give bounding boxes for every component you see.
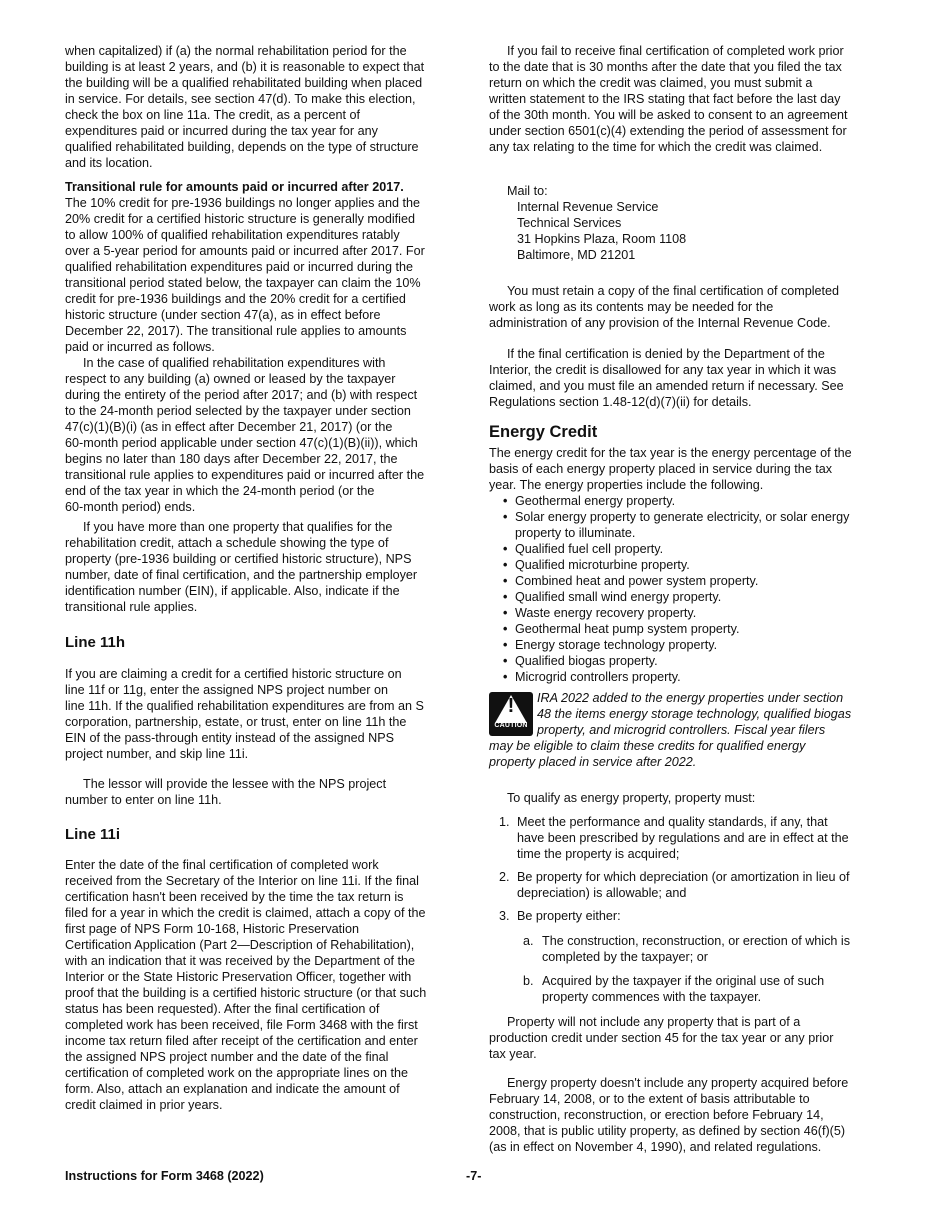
- text-line: If the final certification is denied by the Department of the: [507, 347, 825, 361]
- paragraph-production-credit: [489, 1014, 833, 1062]
- text-line: under section 6501(c)(4) extending the period of assessment for: [489, 124, 847, 138]
- text-line: expenditures paid or incurred during the tax year for any: [65, 124, 378, 138]
- text-line: Interior, the credit is disallowed for any tax year in which it was: [489, 363, 837, 377]
- text-line: (as in effect on November 4, 1990), and related regulations.: [489, 1140, 822, 1154]
- text-line: Acquired by the taxpayer if the original use of such: [542, 974, 825, 988]
- text-line: and its location.: [65, 156, 153, 170]
- mailing-address: [517, 199, 686, 263]
- footer-form-title: Instructions for Form 3468 (2022): [65, 1169, 264, 1183]
- text-line: building is at least 2 years, and (b) it is reasonable to expect that: [65, 60, 425, 74]
- text-line: If you fail to receive final certification of completed work prior: [507, 44, 844, 58]
- text-line: • Solar energy property to generate electricity, or solar energy: [515, 510, 850, 524]
- text-line: Mail to:: [507, 184, 548, 198]
- text-line: IRA 2022 added to the energy properties under section: [537, 691, 844, 705]
- paragraph-energy-credit: [489, 445, 852, 493]
- list-item: [503, 509, 849, 541]
- text-line: The energy credit for the tax year is the energy percentage of the: [489, 446, 852, 460]
- heading-energy-credit: Energy Credit: [489, 423, 598, 441]
- text-line: • Geothermal heat pump system property.: [515, 622, 740, 636]
- paragraph-transitional-case: [65, 355, 424, 515]
- text-line: In the case of qualified rehabilitation expenditures with: [83, 356, 386, 370]
- text-line: December 22, 2017). The transitional rule applies to amounts: [65, 324, 407, 338]
- text-line: property placed in service after 2022.: [489, 755, 697, 769]
- text-line: qualified rehabilitation expenditures paid or incurred during the: [65, 260, 413, 274]
- paragraph-certification-denied: [489, 346, 844, 410]
- text-line: Transitional rule for amounts paid or incurred after 2017.: [65, 180, 404, 194]
- text-line: • Qualified fuel cell property.: [515, 542, 664, 556]
- text-line: property commences with the taxpayer.: [542, 990, 762, 1004]
- text-line: credit for pre-1936 buildings and the 20% credit for a certified: [65, 292, 406, 306]
- text-line: the assigned NPS project number and the date of the final: [65, 1050, 389, 1064]
- mail-to-label: [489, 183, 548, 199]
- text-line: Be property for which depreciation (or amortization in lieu of: [517, 870, 850, 884]
- text-line: identification number (EIN), if applicable. Also, indicate if the: [65, 584, 400, 598]
- text-line: of the 30th month. You will be asked to consent to an agreement: [489, 108, 848, 122]
- text-line: end of the tax year in which the 24-month period (or the: [65, 484, 375, 498]
- text-line: Meet the performance and quality standards, if any, that: [517, 815, 828, 829]
- text-line: number to enter on line 11h.: [65, 793, 222, 807]
- list-item: [503, 605, 849, 621]
- text-line: Be property either:: [517, 909, 621, 923]
- text-line: with an indication that it was received by the Department of the: [65, 954, 416, 968]
- list-marker: b.: [523, 974, 534, 988]
- energy-property-list: [503, 493, 849, 685]
- text-line: line 11f or 11g, enter the assigned NPS project number on: [65, 683, 388, 697]
- text-line: basis of each energy property placed in service during the tax: [489, 462, 833, 476]
- text-line: filed for a year in which the credit is claimed, attach a copy of the: [65, 906, 426, 920]
- caution-note: [489, 690, 889, 770]
- text-line: qualified rehabilitated building, depends on the type of structure: [65, 140, 419, 154]
- paragraph-transitional-rule: [65, 179, 425, 355]
- heading-line-11i: Line 11i: [65, 826, 121, 843]
- text-line: proof that the building is a certified historic structure (or that such: [65, 986, 427, 1000]
- text-line: over a 5-year period for amounts paid or incurred after 2017. For: [65, 244, 425, 258]
- text-line: rehabilitation credit, attach a schedule showing the type of: [65, 536, 389, 550]
- text-line: property (pre-1936 building or certified historic structure), NPS: [65, 552, 412, 566]
- text-line: credit claimed in prior years.: [65, 1098, 223, 1112]
- text-line: work as long as its contents may be needed for the: [489, 300, 774, 314]
- text-line: Internal Revenue Service: [517, 200, 659, 214]
- text-line: If you are claiming a credit for a certified historic structure on: [65, 667, 402, 681]
- list-item: [503, 637, 849, 653]
- text-line: 20% credit for a certified historic structure is generally modified: [65, 212, 415, 226]
- list-item: [503, 669, 849, 685]
- text-line: EIN of the pass-through entity instead of the assigned NPS: [65, 731, 395, 745]
- text-line: Technical Services: [517, 216, 622, 230]
- paragraph-lessor: [65, 776, 386, 808]
- text-line: time the property is acquired;: [517, 847, 680, 861]
- list-item: [503, 493, 849, 509]
- paragraph-line-11h: [65, 666, 424, 762]
- text-line: historic structure (under section 47(a), as in effect before: [65, 308, 381, 322]
- text-line: The lessor will provide the lessee with the NPS project: [83, 777, 387, 791]
- text-line: completed by the taxpayer; or: [542, 950, 708, 964]
- text-line: property, and microgrid controllers. Fiscal year filers: [537, 723, 826, 737]
- text-line: 48 the items energy storage technology, qualified biogas: [537, 707, 852, 721]
- text-line: any tax relating to the time for which the credit was claimed.: [489, 140, 823, 154]
- text-line: have been prescribed by regulations and are in effect at the: [517, 831, 849, 845]
- text-line: corporation, partnership, estate, or trust, enter on line 11h the: [65, 715, 407, 729]
- text-line: begins no later than 180 days after December 22, 2017, the: [65, 452, 398, 466]
- text-line: • Qualified biogas property.: [515, 654, 658, 668]
- text-line: tax year.: [489, 1047, 537, 1061]
- list-item: [503, 573, 849, 589]
- text-line: written statement to the IRS stating that fact before the last day: [489, 92, 841, 106]
- heading-line-11h: Line 11h: [65, 634, 126, 651]
- text-line: If you have more than one property that qualifies for the: [83, 520, 393, 534]
- text-line: year. The energy properties include the following.: [489, 478, 764, 492]
- text-line: respect to any building (a) owned or leased by the taxpayer: [65, 372, 396, 386]
- text-line: transitional rule applies.: [65, 600, 198, 614]
- text-line: • Waste energy recovery property.: [515, 606, 697, 620]
- text-line: check the box on line 11a. The credit, as a percent of: [65, 108, 360, 122]
- text-line: transitional period stated below, the taxpayer can claim the 10%: [65, 276, 421, 290]
- text-line: to allow 100% of qualified rehabilitation expenditures ratably: [65, 228, 400, 242]
- text-line: line 11h. If the qualified rehabilitation expenditures are from an S: [65, 699, 424, 713]
- text-line: depreciation) is allowable; and: [517, 886, 687, 900]
- caution-icon: ! CAUTION: [489, 692, 533, 736]
- text-line: production credit under section 45 for the tax year or any prior: [489, 1031, 834, 1045]
- text-line: Regulations section 1.48-12(d)(7)(ii) for details.: [489, 395, 752, 409]
- list-marker: a.: [523, 934, 534, 948]
- list-item: [499, 869, 850, 901]
- text-line: form. Also, attach an explanation and indicate the amount of: [65, 1082, 400, 1096]
- text-line: 47(c)(1)(B)(i) (as in effect after December 21, 2017) (or the: [65, 420, 393, 434]
- list-item: [523, 933, 850, 965]
- text-line: You must retain a copy of the final certification of completed: [507, 284, 840, 298]
- text-line: certification hasn't been received by the time the tax return is: [65, 890, 404, 904]
- text-line: in service. For details, see section 47(d). To make this election,: [65, 92, 416, 106]
- list-item: [499, 814, 849, 862]
- list-marker: 3.: [499, 909, 510, 923]
- paragraph-multiple-property: [65, 519, 417, 615]
- text-line: 60-month period) ends.: [65, 500, 196, 514]
- list-marker: 2.: [499, 870, 510, 884]
- text-line: to the date that is 30 months after the date that you filed the tax: [489, 60, 842, 74]
- text-line: 2008, that is public utility property, as defined by section 46(f)(5): [489, 1124, 846, 1138]
- paragraph-public-utility: [489, 1075, 848, 1155]
- text-line: status has been requested). After the final certification of: [65, 1002, 380, 1016]
- text-line: property to illuminate.: [515, 526, 636, 540]
- list-item: [503, 557, 849, 573]
- text-line: number, date of final certification, and the partnership employer: [65, 568, 418, 582]
- text-line: • Combined heat and power system property.: [515, 574, 759, 588]
- text-line: income tax return filed after receipt of the certification and enter: [65, 1034, 418, 1048]
- text-line: the building will be a qualified rehabilitated building when placed: [65, 76, 423, 90]
- list-item: [503, 621, 849, 637]
- list-item: [503, 541, 849, 557]
- text-line: • Geothermal energy property.: [515, 494, 676, 508]
- text-line: The construction, reconstruction, or erection of which is: [542, 934, 850, 948]
- list-item: [499, 908, 621, 924]
- text-line: project number, and skip line 11i.: [65, 747, 249, 761]
- paragraph-line-11i: [65, 857, 426, 1113]
- text-line: Property will not include any property that is part of a: [507, 1015, 801, 1029]
- paragraph-retain-copy: [489, 283, 839, 331]
- text-line: to the 24-month period selected by the taxpayer under section: [65, 404, 411, 418]
- list-marker: 1.: [499, 815, 510, 829]
- text-line: during the entirety of the period after 2017; and (b) with respect: [65, 388, 418, 402]
- text-line: 31 Hopkins Plaza, Room 1108: [517, 232, 687, 246]
- list-item: [503, 589, 849, 605]
- text-line: received from the Secretary of the Interior on line 11i. If the final: [65, 874, 419, 888]
- text-line: Baltimore, MD 21201: [517, 248, 636, 262]
- paragraph-qualify: [489, 790, 755, 806]
- text-line: certification of completed work on the appropriate lines on the: [65, 1066, 409, 1080]
- text-line: Enter the date of the final certification of completed work: [65, 858, 379, 872]
- page-number: -7-: [466, 1169, 482, 1183]
- text-line: transitional rule applies to expenditures paid or incurred after the: [65, 468, 425, 482]
- list-item: [503, 653, 849, 669]
- text-line: • Energy storage technology property.: [515, 638, 718, 652]
- text-line: administration of any provision of the Internal Revenue Code.: [489, 316, 831, 330]
- text-line: To qualify as energy property, property must:: [507, 791, 756, 805]
- text-line: • Microgrid controllers property.: [515, 670, 681, 684]
- text-line: completed work has been received, file Form 3468 with the first: [65, 1018, 418, 1032]
- text-line: • Qualified small wind energy property.: [515, 590, 722, 604]
- text-line: paid or incurred as follows.: [65, 340, 215, 354]
- text-line: 60-month period applicable under section 47(c)(1)(B)(ii)), which: [65, 436, 418, 450]
- text-line: • Qualified microturbine property.: [515, 558, 690, 572]
- paragraph-rehab-election: [65, 43, 424, 171]
- text-line: may be eligible to claim these credits for qualified energy: [489, 739, 806, 753]
- paragraph-fail-certification: [489, 43, 847, 155]
- text-line: when capitalized) if (a) the normal rehabilitation period for the: [65, 44, 407, 58]
- text-line: first page of NPS Form 10-168, Historic Preservation: [65, 922, 359, 936]
- text-line: Certification Application (Part 2—Description of Rehabilitation),: [65, 938, 415, 952]
- text-line: The 10% credit for pre-1936 buildings no longer applies and the: [65, 196, 420, 210]
- text-line: claimed, and you must file an amended return if necessary. See: [489, 379, 844, 393]
- text-line: construction, reconstruction, or erection before February 14,: [489, 1108, 824, 1122]
- text-line: February 14, 2008, or to the extent of basis attributable to: [489, 1092, 810, 1106]
- text-line: Interior or the State Historic Preservation Officer, together with: [65, 970, 412, 984]
- list-item: [523, 973, 824, 1005]
- text-line: return on which the credit was claimed, you must submit a: [489, 76, 813, 90]
- text-line: Energy property doesn't include any property acquired before: [507, 1076, 849, 1090]
